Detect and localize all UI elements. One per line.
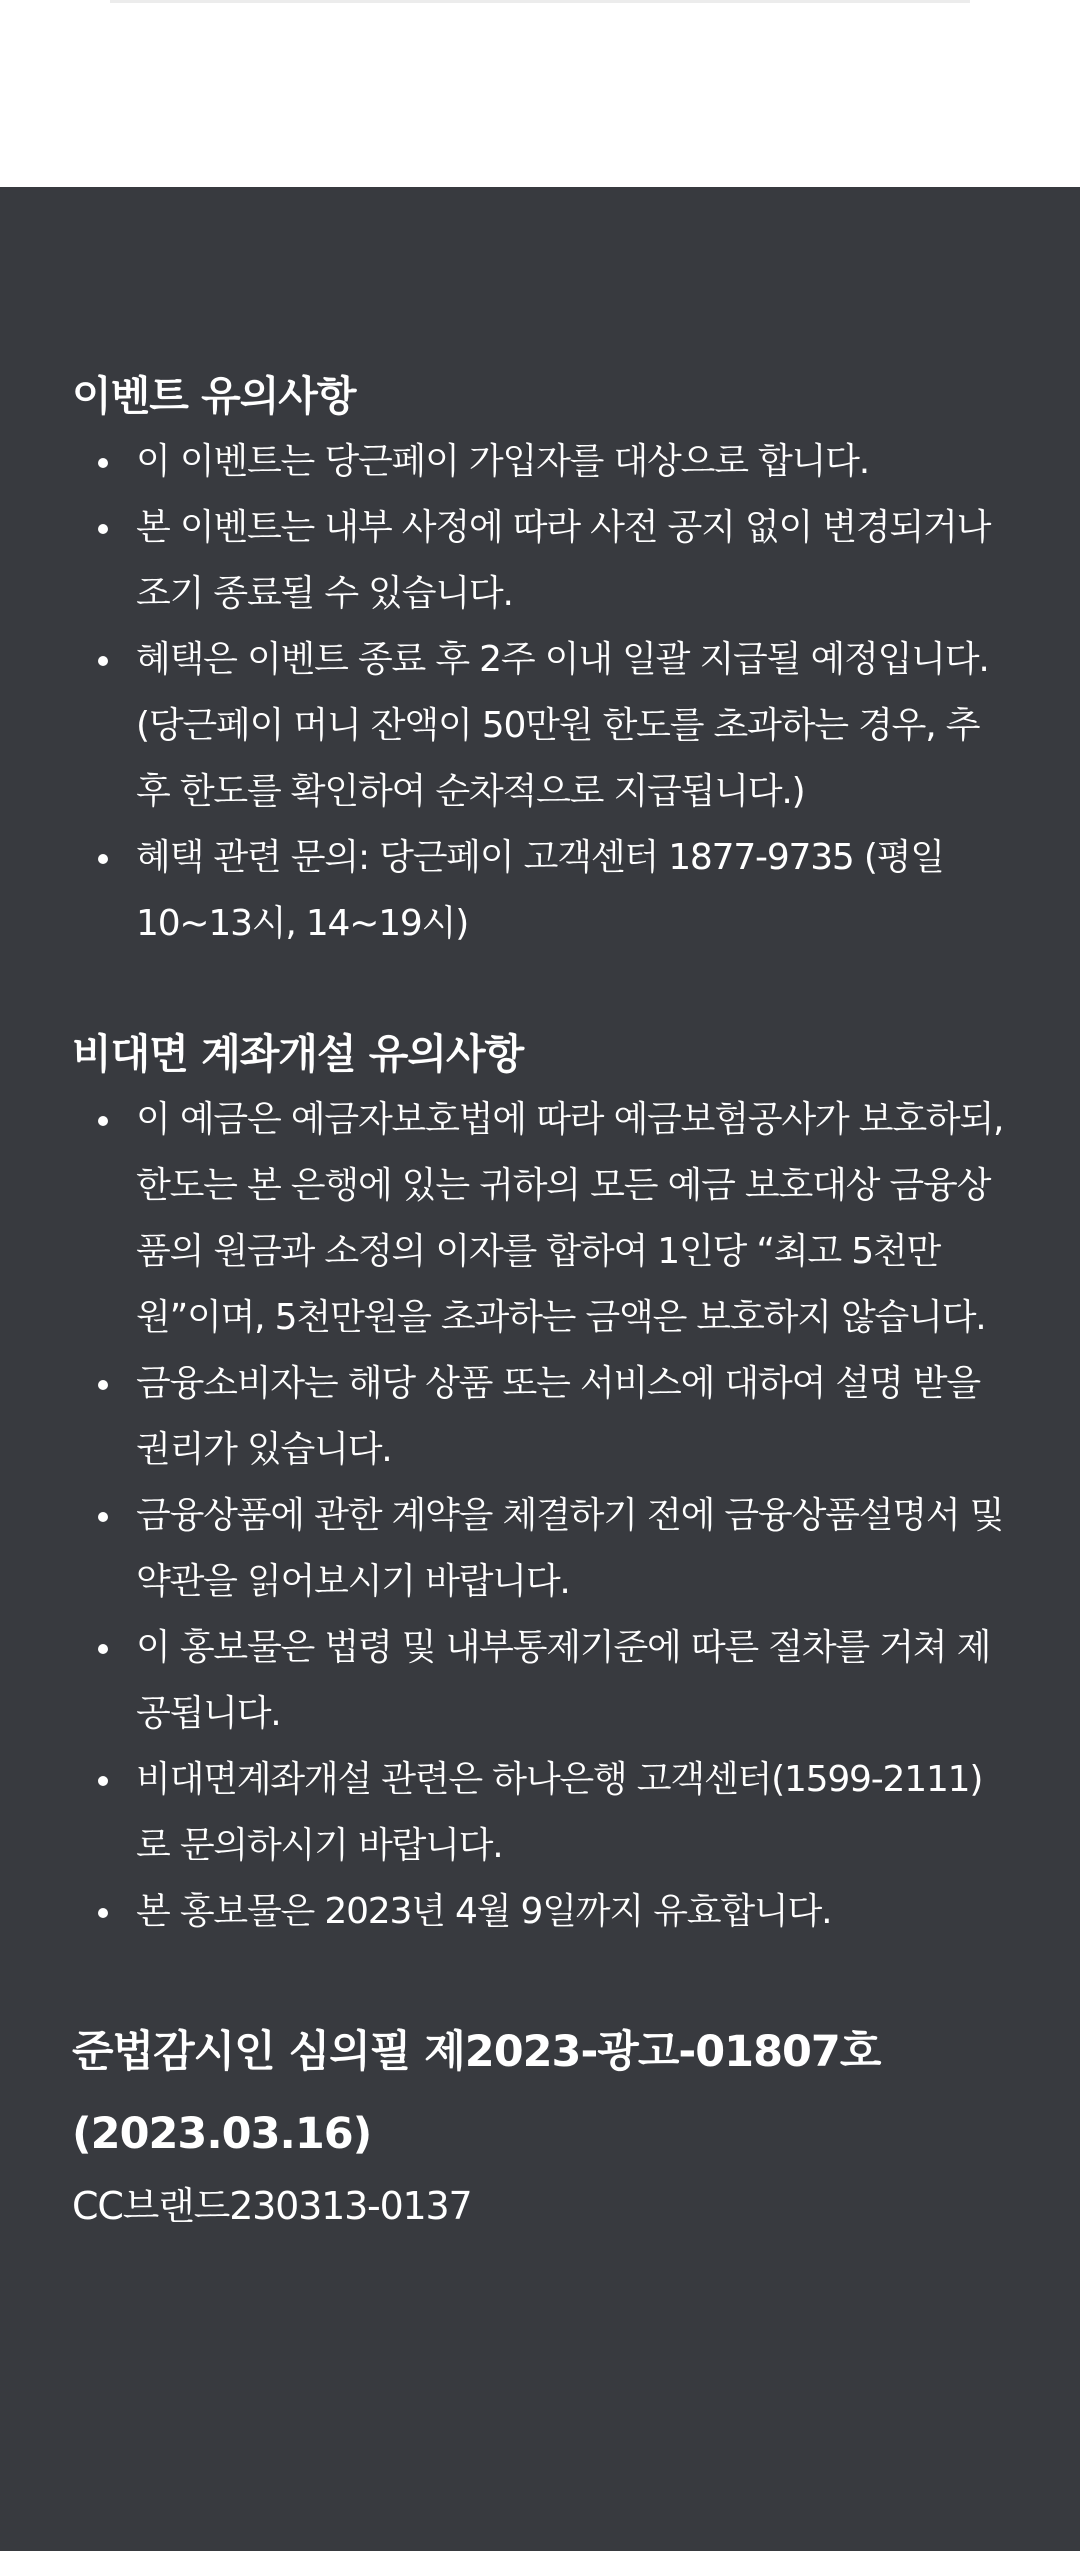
- brand-code: CC브랜드230313-0137: [72, 2184, 472, 2228]
- account-notice-section: [72, 1021, 1008, 1945]
- list-item: 이 예금은 예금자보호법에 따라 예금보험공사가 보호하되, 한도는 본 은행에 있는 귀하의 모든 예금 보호대상 금융상품의 원금과 소정의 이자를 합하여 1인당 “최고 5천만원”이며, 5천만원을 초과하는 금액은 보호하지 않습니다.: [72, 1087, 1008, 1351]
- list-item: 이 이벤트는 당근페이 가입자를 대상으로 합니다.: [72, 429, 1008, 495]
- account-notice-list: [72, 1087, 1008, 1945]
- notice-panel: [0, 187, 1080, 2375]
- top-divider: [110, 0, 970, 3]
- compliance-review-number: 준법감시인 심의필 제2023-광고-01807호 (2023.03.16): [72, 2027, 881, 2159]
- event-notice-title: 이벤트 유의사항: [72, 372, 356, 420]
- list-item: 금융소비자는 해당 상품 또는 서비스에 대하여 설명 받을 권리가 있습니다.: [72, 1351, 1008, 1483]
- list-item: 혜택은 이벤트 종료 후 2주 이내 일괄 지급될 예정입니다. (당근페이 머니 잔액이 50만원 한도를 초과하는 경우, 추후 한도를 확인하여 순차적으로 지급됩니다.): [72, 627, 1008, 825]
- list-item: 본 홍보물은 2023년 4월 9일까지 유효합니다.: [72, 1879, 1008, 1945]
- event-notice-list: [72, 429, 1008, 957]
- top-white-area: [0, 0, 1080, 187]
- list-item: 비대면계좌개설 관련은 하나은행 고객센터(1599-2111)로 문의하시기 바랍니다.: [72, 1747, 1008, 1879]
- list-item: 금융상품에 관한 계약을 체결하기 전에 금융상품설명서 및 약관을 읽어보시기 바랍니다.: [72, 1483, 1008, 1615]
- event-notice-section: [72, 363, 1008, 957]
- account-notice-title: 비대면 계좌개설 유의사항: [72, 1030, 524, 1078]
- list-item: 혜택 관련 문의: 당근페이 고객센터 1877-9735 (평일 10~13시, 14~19시): [72, 825, 1008, 957]
- compliance-review: [72, 2011, 1008, 2237]
- list-item: 이 홍보물은 법령 및 내부통제기준에 따른 절차를 거쳐 제공됩니다.: [72, 1615, 1008, 1747]
- list-item: 본 이벤트는 내부 사정에 따라 사전 공지 없이 변경되거나 조기 종료될 수 있습니다.: [72, 495, 1008, 627]
